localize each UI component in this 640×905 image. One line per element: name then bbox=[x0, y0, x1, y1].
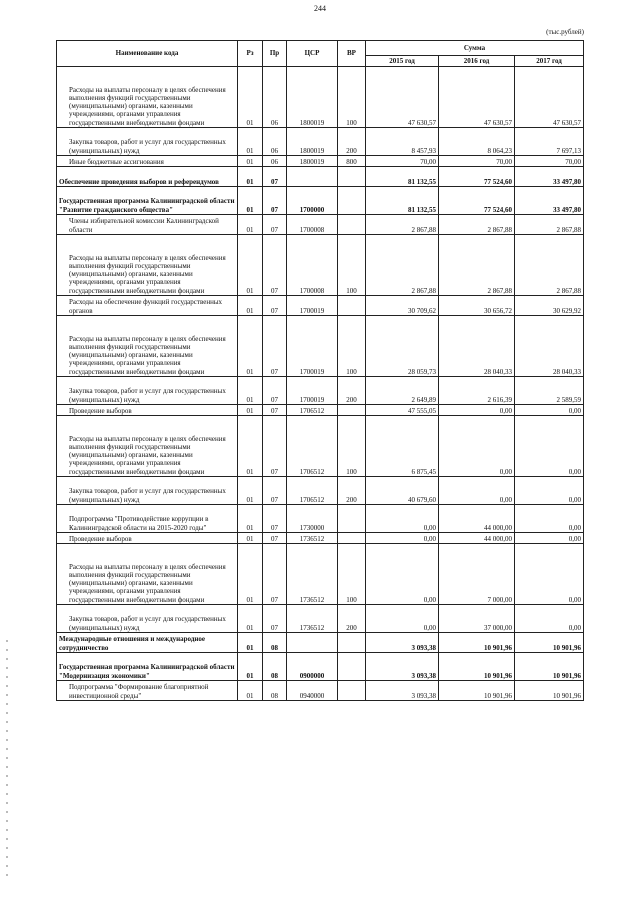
row-name: Обеспечение проведения выборов и референдумов bbox=[57, 167, 238, 187]
row-pr: 07 bbox=[263, 605, 287, 633]
row-amount-2016: 70,00 bbox=[439, 156, 515, 167]
header-pr: Пр bbox=[263, 41, 287, 67]
table-row bbox=[57, 377, 584, 405]
table-row bbox=[57, 653, 584, 681]
row-name: Расходы на выплаты персоналу в целях обеспечения выполнения функций государственными (муниципальными) органами, казенными учреждениями, органами управления государственными внебюджетными фондами bbox=[57, 544, 238, 605]
row-name: Члены избирательной комиссии Калининградской области bbox=[57, 215, 238, 235]
row-pr: 07 bbox=[263, 235, 287, 296]
row-vr: 100 bbox=[338, 416, 366, 477]
row-amount-2017: 0,00 bbox=[515, 605, 584, 633]
table-row bbox=[57, 167, 584, 187]
row-vr bbox=[338, 167, 366, 187]
row-amount-2016: 44 000,00 bbox=[439, 505, 515, 533]
row-rz: 01 bbox=[238, 533, 263, 544]
row-name: Подпрограмма "Противодействие коррупции в Калининградской области на 2015-2020 годы" bbox=[57, 505, 238, 533]
row-rz: 01 bbox=[238, 167, 263, 187]
row-vr bbox=[338, 215, 366, 235]
row-rz: 01 bbox=[238, 235, 263, 296]
table-row bbox=[57, 633, 584, 653]
row-amount-2017: 2 589,59 bbox=[515, 377, 584, 405]
page-number: 244 bbox=[314, 4, 326, 13]
row-amount-2017: 33 497,80 bbox=[515, 167, 584, 187]
row-pr: 08 bbox=[263, 653, 287, 681]
row-name: Подпрограмма "Формирование благоприятной инвестиционной среды" bbox=[57, 681, 238, 701]
row-pr: 07 bbox=[263, 533, 287, 544]
row-vr bbox=[338, 187, 366, 215]
row-amount-2017: 2 867,88 bbox=[515, 235, 584, 296]
row-pr: 07 bbox=[263, 215, 287, 235]
row-amount-2016: 0,00 bbox=[439, 405, 515, 416]
row-amount-2015: 81 132,55 bbox=[366, 167, 439, 187]
row-pr: 07 bbox=[263, 544, 287, 605]
row-rz: 01 bbox=[238, 215, 263, 235]
scan-margin-dots bbox=[6, 640, 8, 880]
row-amount-2016: 10 901,96 bbox=[439, 653, 515, 681]
table-row bbox=[57, 533, 584, 544]
row-name: Расходы на выплаты персоналу в целях обеспечения выполнения функций государственными (муниципальными) органами, казенными учреждениями, органами управления государственными внебюджетными фондами bbox=[57, 67, 238, 128]
row-csr: 1700008 bbox=[287, 235, 338, 296]
row-csr: 1706512 bbox=[287, 477, 338, 505]
header-csr: ЦСР bbox=[287, 41, 338, 67]
row-rz: 01 bbox=[238, 416, 263, 477]
header-name: Наименование кода bbox=[57, 41, 238, 67]
row-amount-2015: 28 059,73 bbox=[366, 316, 439, 377]
row-name: Иные бюджетные ассигнования bbox=[57, 156, 238, 167]
row-pr: 06 bbox=[263, 67, 287, 128]
row-pr: 07 bbox=[263, 167, 287, 187]
units-note: (тыс.рублей) bbox=[546, 28, 584, 36]
row-amount-2015: 81 132,55 bbox=[366, 187, 439, 215]
row-rz: 01 bbox=[238, 67, 263, 128]
row-rz: 01 bbox=[238, 316, 263, 377]
row-vr: 200 bbox=[338, 377, 366, 405]
row-name: Закупка товаров, работ и услуг для государственных (муниципальных) нужд bbox=[57, 377, 238, 405]
row-amount-2016: 7 000,00 bbox=[439, 544, 515, 605]
row-amount-2016: 0,00 bbox=[439, 416, 515, 477]
table-row bbox=[57, 681, 584, 701]
row-csr: 1800019 bbox=[287, 128, 338, 156]
row-rz: 01 bbox=[238, 377, 263, 405]
row-amount-2017: 70,00 bbox=[515, 156, 584, 167]
row-amount-2016: 10 901,96 bbox=[439, 633, 515, 653]
row-csr: 0900000 bbox=[287, 653, 338, 681]
row-csr: 1700019 bbox=[287, 296, 338, 316]
row-rz: 01 bbox=[238, 681, 263, 701]
row-vr: 100 bbox=[338, 235, 366, 296]
row-csr: 0940000 bbox=[287, 681, 338, 701]
row-csr: 1700019 bbox=[287, 377, 338, 405]
row-vr: 100 bbox=[338, 316, 366, 377]
row-name: Расходы на выплаты персоналу в целях обеспечения выполнения функций государственными (муниципальными) органами, казенными учреждениями, органами управления государственными внебюджетными фондами bbox=[57, 235, 238, 296]
row-vr bbox=[338, 653, 366, 681]
row-amount-2016: 8 064,23 bbox=[439, 128, 515, 156]
row-rz: 01 bbox=[238, 505, 263, 533]
row-amount-2015: 0,00 bbox=[366, 533, 439, 544]
row-csr: 1736512 bbox=[287, 605, 338, 633]
row-csr bbox=[287, 633, 338, 653]
row-amount-2017: 2 867,88 bbox=[515, 215, 584, 235]
row-csr bbox=[287, 167, 338, 187]
row-amount-2017: 0,00 bbox=[515, 477, 584, 505]
table-row bbox=[57, 156, 584, 167]
row-pr: 07 bbox=[263, 505, 287, 533]
table-row bbox=[57, 505, 584, 533]
row-amount-2017: 10 901,96 bbox=[515, 653, 584, 681]
row-name: Международные отношения и международное сотрудничество bbox=[57, 633, 238, 653]
row-amount-2017: 7 697,13 bbox=[515, 128, 584, 156]
row-rz: 01 bbox=[238, 187, 263, 215]
row-pr: 07 bbox=[263, 316, 287, 377]
row-amount-2016: 2 867,88 bbox=[439, 215, 515, 235]
row-rz: 01 bbox=[238, 653, 263, 681]
row-amount-2017: 28 040,33 bbox=[515, 316, 584, 377]
row-name: Проведение выборов bbox=[57, 533, 238, 544]
row-amount-2017: 33 497,80 bbox=[515, 187, 584, 215]
row-amount-2016: 37 000,00 bbox=[439, 605, 515, 633]
row-amount-2015: 2 649,89 bbox=[366, 377, 439, 405]
table-row bbox=[57, 215, 584, 235]
row-amount-2017: 30 629,92 bbox=[515, 296, 584, 316]
row-pr: 07 bbox=[263, 377, 287, 405]
row-amount-2017: 47 630,57 bbox=[515, 67, 584, 128]
row-csr: 1736512 bbox=[287, 544, 338, 605]
row-amount-2015: 30 709,62 bbox=[366, 296, 439, 316]
row-rz: 01 bbox=[238, 633, 263, 653]
table-row bbox=[57, 405, 584, 416]
row-amount-2015: 2 867,88 bbox=[366, 215, 439, 235]
row-amount-2015: 6 875,45 bbox=[366, 416, 439, 477]
row-amount-2017: 0,00 bbox=[515, 533, 584, 544]
row-vr bbox=[338, 405, 366, 416]
row-name: Расходы на выплаты персоналу в целях обеспечения выполнения функций государственными (муниципальными) органами, казенными учреждениями, органами управления государственными внебюджетными фондами bbox=[57, 416, 238, 477]
row-vr: 800 bbox=[338, 156, 366, 167]
row-vr: 100 bbox=[338, 67, 366, 128]
row-amount-2017: 0,00 bbox=[515, 405, 584, 416]
row-amount-2017: 10 901,96 bbox=[515, 633, 584, 653]
table-row bbox=[57, 235, 584, 296]
row-vr: 100 bbox=[338, 544, 366, 605]
row-pr: 06 bbox=[263, 156, 287, 167]
row-amount-2015: 8 457,93 bbox=[366, 128, 439, 156]
table-row bbox=[57, 605, 584, 633]
row-vr: 200 bbox=[338, 128, 366, 156]
row-amount-2015: 0,00 bbox=[366, 505, 439, 533]
row-amount-2016: 77 524,60 bbox=[439, 167, 515, 187]
row-vr: 200 bbox=[338, 477, 366, 505]
row-amount-2015: 47 555,05 bbox=[366, 405, 439, 416]
header-year-2015: 2015 год bbox=[366, 56, 439, 67]
table-row bbox=[57, 477, 584, 505]
row-rz: 01 bbox=[238, 605, 263, 633]
table-row bbox=[57, 544, 584, 605]
row-amount-2016: 77 524,60 bbox=[439, 187, 515, 215]
row-csr: 1700008 bbox=[287, 215, 338, 235]
table-body bbox=[57, 67, 584, 701]
row-vr bbox=[338, 505, 366, 533]
row-pr: 06 bbox=[263, 128, 287, 156]
row-rz: 01 bbox=[238, 156, 263, 167]
row-pr: 07 bbox=[263, 296, 287, 316]
row-pr: 08 bbox=[263, 681, 287, 701]
row-name: Проведение выборов bbox=[57, 405, 238, 416]
row-amount-2017: 0,00 bbox=[515, 505, 584, 533]
row-pr: 07 bbox=[263, 477, 287, 505]
header-year-2017: 2017 год bbox=[515, 56, 584, 67]
row-vr bbox=[338, 533, 366, 544]
row-amount-2016: 28 040,33 bbox=[439, 316, 515, 377]
row-pr: 07 bbox=[263, 405, 287, 416]
row-name: Расходы на обеспечение функций государственных органов bbox=[57, 296, 238, 316]
row-amount-2017: 0,00 bbox=[515, 544, 584, 605]
row-pr: 08 bbox=[263, 633, 287, 653]
row-amount-2015: 47 630,57 bbox=[366, 67, 439, 128]
row-amount-2016: 2 867,88 bbox=[439, 235, 515, 296]
row-csr: 1800019 bbox=[287, 156, 338, 167]
row-amount-2015: 40 679,60 bbox=[366, 477, 439, 505]
row-rz: 01 bbox=[238, 296, 263, 316]
header-rz: Рз bbox=[238, 41, 263, 67]
row-amount-2016: 44 000,00 bbox=[439, 533, 515, 544]
row-name: Закупка товаров, работ и услуг для государственных (муниципальных) нужд bbox=[57, 477, 238, 505]
row-name: Закупка товаров, работ и услуг для государственных (муниципальных) нужд bbox=[57, 128, 238, 156]
budget-table bbox=[56, 40, 584, 701]
row-amount-2016: 0,00 bbox=[439, 477, 515, 505]
row-rz: 01 bbox=[238, 405, 263, 416]
table-row bbox=[57, 187, 584, 215]
row-name: Закупка товаров, работ и услуг для государственных (муниципальных) нужд bbox=[57, 605, 238, 633]
row-amount-2015: 3 093,38 bbox=[366, 681, 439, 701]
row-pr: 07 bbox=[263, 187, 287, 215]
table-row bbox=[57, 296, 584, 316]
row-csr: 1736512 bbox=[287, 533, 338, 544]
row-vr bbox=[338, 681, 366, 701]
row-amount-2015: 70,00 bbox=[366, 156, 439, 167]
row-csr: 1706512 bbox=[287, 416, 338, 477]
row-vr bbox=[338, 296, 366, 316]
row-csr: 1730000 bbox=[287, 505, 338, 533]
row-amount-2017: 0,00 bbox=[515, 416, 584, 477]
header-year-2016: 2016 год bbox=[439, 56, 515, 67]
row-csr: 1700019 bbox=[287, 316, 338, 377]
row-amount-2016: 30 656,72 bbox=[439, 296, 515, 316]
row-name: Расходы на выплаты персоналу в целях обеспечения выполнения функций государственными (муниципальными) органами, казенными учреждениями, органами управления государственными внебюджетными фондами bbox=[57, 316, 238, 377]
table-row bbox=[57, 416, 584, 477]
row-amount-2015: 0,00 bbox=[366, 544, 439, 605]
row-amount-2015: 2 867,88 bbox=[366, 235, 439, 296]
row-csr: 1800019 bbox=[287, 67, 338, 128]
row-name: Государственная программа Калининградской области "Модернизация экономики" bbox=[57, 653, 238, 681]
row-csr: 1706512 bbox=[287, 405, 338, 416]
row-amount-2015: 0,00 bbox=[366, 605, 439, 633]
row-amount-2016: 10 901,96 bbox=[439, 681, 515, 701]
row-amount-2016: 2 616,39 bbox=[439, 377, 515, 405]
row-amount-2017: 10 901,96 bbox=[515, 681, 584, 701]
row-pr: 07 bbox=[263, 416, 287, 477]
row-name: Государственная программа Калининградской области "Развитие гражданского общества" bbox=[57, 187, 238, 215]
row-vr bbox=[338, 633, 366, 653]
row-vr: 200 bbox=[338, 605, 366, 633]
header-sum: Сумма bbox=[366, 41, 584, 56]
row-amount-2015: 3 093,38 bbox=[366, 653, 439, 681]
row-rz: 01 bbox=[238, 544, 263, 605]
table-row bbox=[57, 316, 584, 377]
header-vr: ВР bbox=[338, 41, 366, 67]
row-amount-2015: 3 093,38 bbox=[366, 633, 439, 653]
row-amount-2016: 47 630,57 bbox=[439, 67, 515, 128]
row-csr: 1700000 bbox=[287, 187, 338, 215]
table-row bbox=[57, 67, 584, 128]
table-row bbox=[57, 128, 584, 156]
row-rz: 01 bbox=[238, 477, 263, 505]
row-rz: 01 bbox=[238, 128, 263, 156]
